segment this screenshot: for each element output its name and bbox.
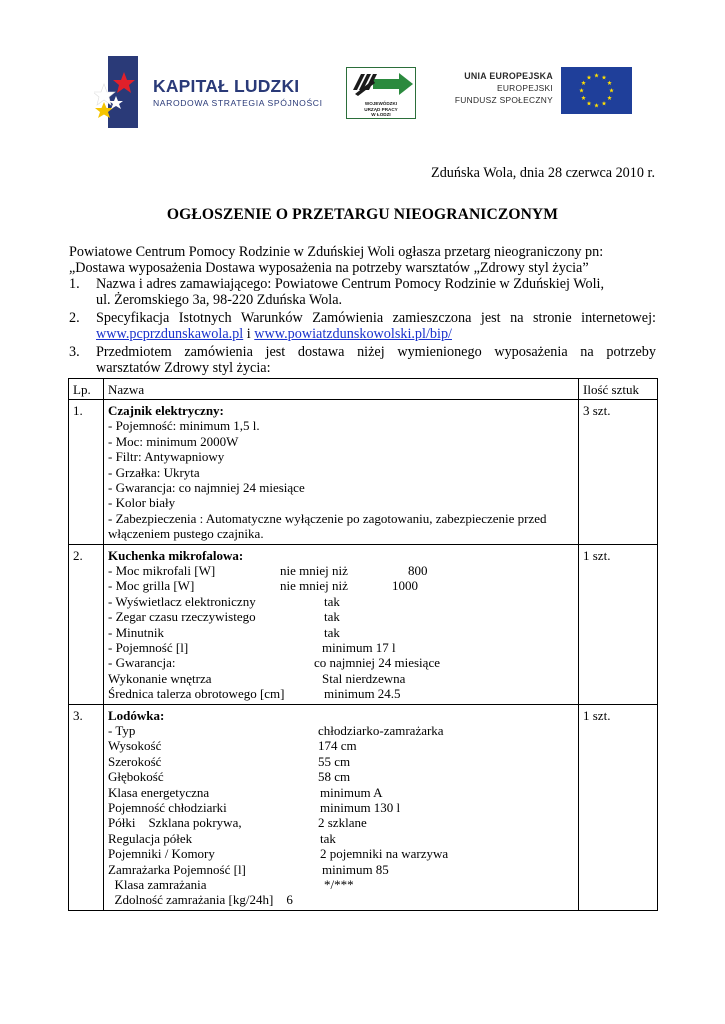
spec-line xyxy=(108,563,574,578)
spec-line: - Gwarancja: co najmniej 24 miesiące xyxy=(108,480,305,496)
spec-value: co najmniej 24 miesiące xyxy=(314,655,440,671)
spec-label: - Moc mikrofali [W] xyxy=(108,563,216,579)
table-row xyxy=(69,544,658,704)
item-name: Kuchenka mikrofalowa: xyxy=(108,547,244,563)
spec-line: - Moc: minimum 2000W xyxy=(108,433,239,449)
spec-label: - Pojemność [l] xyxy=(108,640,189,656)
spec-label: Głębokość xyxy=(108,769,164,785)
kapital-ludzki-subtitle: NARODOWA STRATEGIA SPÓJNOŚCI xyxy=(153,98,323,108)
spec-label: Klasa energetyczna xyxy=(108,784,210,800)
wup-line-1: WOJEWÓDZKI xyxy=(364,101,398,106)
item-1-line-1: Nazwa i adres zamawiającego: Powiatowe Centrum Pomocy Rodzinie w Zduńskiej Woli, xyxy=(96,276,605,292)
spec-line xyxy=(108,640,574,655)
spec-line xyxy=(108,578,574,593)
spec-line xyxy=(108,785,574,800)
spec-line: - Zabezpieczenia : Automatyczne wyłączenie po zagotowaniu, zabezpieczenie przed xyxy=(108,510,547,526)
spec-label: - Gwarancja: xyxy=(108,655,176,671)
table-header-row xyxy=(69,379,658,400)
item-2-links xyxy=(96,326,656,342)
spec-value: chłodziarko-zamrażarka xyxy=(318,722,444,738)
spec-line: - Grzałka: Ukryta xyxy=(108,464,200,480)
spec-line xyxy=(108,831,574,846)
spec-label: - Minutnik xyxy=(108,624,164,640)
spec-value: */*** xyxy=(324,876,354,892)
spec-label: Pojemność chłodziarki xyxy=(108,799,227,815)
row-lp: 2. xyxy=(69,544,104,704)
item-2-number: 2. xyxy=(69,310,80,326)
header-lp: Lp. xyxy=(69,379,104,400)
spec-line xyxy=(108,686,574,701)
spec-label: - Typ xyxy=(108,722,136,738)
spec-value: minimum 130 l xyxy=(320,799,401,815)
spec-line: - Pojemność: minimum 1,5 l. xyxy=(108,418,260,434)
spec-value: 2 pojemniki na warzywa xyxy=(320,846,449,862)
spec-label: Półki Szklana pokrywa, xyxy=(108,815,242,831)
spec-label: Średnica talerza obrotowego [cm] xyxy=(108,686,285,702)
spec-line xyxy=(108,800,574,815)
ue-line-1: UNIA EUROPEJSKA xyxy=(464,71,553,81)
kapital-ludzki-title: KAPITAŁ LUDZKI xyxy=(153,76,300,96)
item-3-line-2: warsztatów Zdrowy styl życia: xyxy=(96,360,271,376)
row-qty: 1 szt. xyxy=(579,704,658,910)
spec-line xyxy=(108,754,574,769)
link-pcpr[interactable]: www.pcprzdunskawola.pl xyxy=(96,326,244,342)
spec-line xyxy=(108,723,574,738)
spec-line: - Filtr: Antywapniowy xyxy=(108,449,225,465)
item-name: Czajnik elektryczny: xyxy=(108,403,224,418)
equipment-table xyxy=(68,378,658,911)
spec-label: Zdolność zamrażania [kg/24h] 6 xyxy=(108,892,293,908)
header-logos xyxy=(0,0,725,140)
spec-value: 2 szklane xyxy=(318,815,367,831)
spec-value: Stal nierdzewna xyxy=(322,670,406,686)
item-name: Lodówka: xyxy=(108,707,165,723)
spec-label: Zamrażarka Pojemność [l] xyxy=(108,861,246,877)
document-title: OGŁOSZENIE O PRZETARGU NIEOGRANICZONYM xyxy=(166,206,559,223)
item-3-line-1: Przedmiotem zamówienia jest dostawa niżej wymienionego wyposażenia na potrzeby xyxy=(96,344,656,360)
spec-label: Wysokość xyxy=(108,738,162,754)
item-2-line-1: Specyfikacja Istotnych Warunków Zamówienia zamieszczona jest na stronie internetowej: xyxy=(96,310,656,326)
wup-line-3: W ŁODZI xyxy=(371,112,391,118)
item-1-number: 1. xyxy=(69,276,80,292)
spec-value: nie mniej niż xyxy=(280,578,348,594)
spec-line xyxy=(108,815,574,830)
spec-line xyxy=(108,846,574,861)
kapital-ludzki-text xyxy=(153,76,323,110)
row-description xyxy=(104,400,579,545)
spec-line xyxy=(108,594,574,609)
intro-line-1: Powiatowe Centrum Pomocy Rodzinie w Zduńskiej Woli ogłasza przetarg nieograniczony pn: xyxy=(69,244,604,260)
ue-text xyxy=(455,70,553,106)
document-date: Zduńska Wola, dnia 28 czerwca 2010 r. xyxy=(431,165,655,181)
spec-value: tak xyxy=(324,593,340,609)
spec-extra: 800 xyxy=(408,563,428,579)
eu-flag-icon xyxy=(561,67,632,114)
spec-line xyxy=(108,671,574,686)
item-1-line-2: ul. Żeromskiego 3a, 98-220 Zduńska Wola. xyxy=(96,292,343,308)
spec-label: Szerokość xyxy=(108,753,162,769)
spec-line: - Kolor biały xyxy=(108,495,176,511)
kapital-ludzki-logo-icon xyxy=(94,56,138,128)
row-lp: 3. xyxy=(69,704,104,910)
spec-label: - Zegar czasu rzeczywistego xyxy=(108,609,256,625)
spec-label: - Moc grilla [W] xyxy=(108,578,195,594)
spec-line xyxy=(108,609,574,624)
row-description xyxy=(104,544,579,704)
wup-caption xyxy=(347,101,415,118)
spec-label: - Wyświetlacz elektroniczny xyxy=(108,593,256,609)
spec-line: włączeniem pustego czajnika. xyxy=(108,526,264,542)
header-qty: Ilość sztuk xyxy=(579,379,658,400)
spec-value: nie mniej niż xyxy=(280,563,348,579)
spec-line xyxy=(108,769,574,784)
spec-value: minimum A xyxy=(320,784,383,800)
spec-value: minimum 17 l xyxy=(322,640,396,656)
spec-value: 58 cm xyxy=(318,769,351,785)
wup-logo xyxy=(346,67,416,119)
intro-line-2: „Dostawa wyposażenia Dostawa wyposażenia na potrzeby warsztatów „Zdrowy styl życia” xyxy=(69,260,589,276)
spec-value: minimum 85 xyxy=(322,861,389,877)
wup-arrow-icon xyxy=(347,68,415,102)
table-row xyxy=(69,704,658,910)
spec-label: Wykonanie wnętrza xyxy=(108,670,212,686)
ue-line-2: EUROPEJSKI xyxy=(496,83,553,93)
spec-extra: 1000 xyxy=(392,578,418,594)
link-powiat-bip[interactable]: www.powiatzdunskowolski.pl/bip/ xyxy=(254,326,452,342)
row-qty: 3 szt. xyxy=(579,400,658,545)
row-description xyxy=(104,704,579,910)
spec-value: tak xyxy=(320,830,336,846)
spec-line xyxy=(108,877,574,892)
header-name: Nazwa xyxy=(104,379,579,400)
spec-value: tak xyxy=(324,609,340,625)
spec-value: 174 cm xyxy=(318,738,357,754)
spec-label: Klasa zamrażania xyxy=(108,876,207,892)
spec-value: tak xyxy=(324,624,340,640)
item-3-number: 3. xyxy=(69,344,80,360)
spec-line xyxy=(108,892,574,907)
wup-line-2: URZĄD PRACY xyxy=(364,106,398,112)
link-connector: i xyxy=(243,326,255,342)
spec-line xyxy=(108,862,574,877)
spec-value: minimum 24.5 xyxy=(324,686,401,702)
spec-line xyxy=(108,738,574,753)
row-qty: 1 szt. xyxy=(579,544,658,704)
row-lp: 1. xyxy=(69,400,104,545)
spec-line xyxy=(108,655,574,670)
spec-value: 55 cm xyxy=(318,753,351,769)
table-row xyxy=(69,400,658,545)
ue-line-3: FUNDUSZ SPOŁECZNY xyxy=(454,94,553,105)
spec-label: Pojemniki / Komory xyxy=(108,846,215,862)
spec-line xyxy=(108,625,574,640)
spec-label: Regulacja półek xyxy=(108,830,193,846)
